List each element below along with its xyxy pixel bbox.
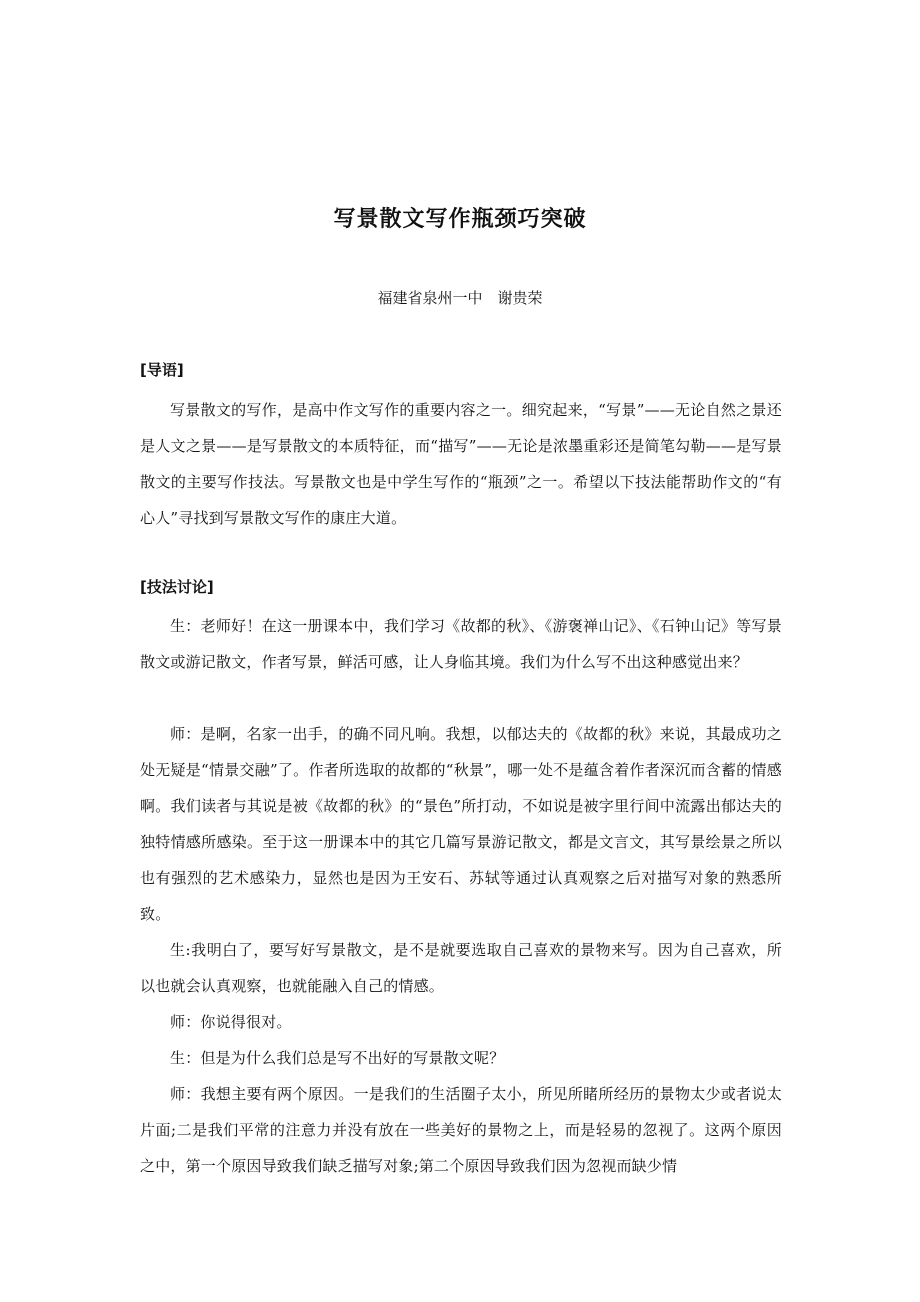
dialogue-paragraph: 师：是啊，名家一出手，的确不同凡响。我想，以郁达夫的《故都的秋》来说，其最成功之处无疑是“情景交融”了。作者所选取的故都的“秋景”，哪一处不是蕴含着作者深沉而含蓄的情感啊。我们读者与其说是被《故都的秋》的“景色”所打动，不如说是被字里行间中流露出郁达夫的独特情感所感染。至于这一册课本中的其它几篇写景游记散文，都是文言文，其写景绘景之所以也有强烈的艺术感染力，显然也是因为王安石、苏轼等通过认真观察之后对描写对象的熟悉所致。 [140,725,782,923]
dialogue-paragraph: 师：我想主要有两个原因。一是我们的生活圈子太小，所见所睹所经历的景物太少或者说太片面;二是我们平常的注意力并没有放在一些美好的景物之上，而是轻易的忽视了。这两个原因之中，第一个原因导致我们缺乏描写对象;第二个原因导致我们因为忽视而缺少情 [140,1085,782,1175]
intro-heading: [导语] [140,361,184,379]
dialogue-paragraph: 师：你说得很对。 [170,1013,292,1031]
dialogue-paragraph: 生：老师好！在这一册课本中，我们学习《故都的秋》、《游褒禅山记》、《石钟山记》等写景散文或游记散文，作者写景，鲜活可感，让人身临其境。我们为什么写不出这种感觉出来？ [140,617,782,671]
dialogue-paragraph: 生:我明白了，要写好写景散文，是不是就要选取自己喜欢的景物来写。因为自己喜欢，所以也就会认真观察，也就能融入自己的情感。 [140,941,782,995]
intro-paragraph: 写景散文的写作，是高中作文写作的重要内容之一。细究起来，“写景”——无论自然之景还是人文之景——是写景散文的本质特征，而“描写”——无论是浓墨重彩还是简笔勾勒——是写景散文的主要写作技法。写景散文也是中学生写作的“瓶颈”之一。希望以下技法能帮助作文的“有心人”寻找到写景散文写作的康庄大道。 [140,401,782,527]
author-line: 福建省泉州一中 谢贵荣 [377,289,543,307]
document-title: 写景散文写作瓶颈巧突破 [333,207,587,232]
discussion-heading: [技法讨论] [140,578,214,596]
dialogue-paragraph: 生：但是为什么我们总是写不出好的写景散文呢？ [170,1049,505,1067]
